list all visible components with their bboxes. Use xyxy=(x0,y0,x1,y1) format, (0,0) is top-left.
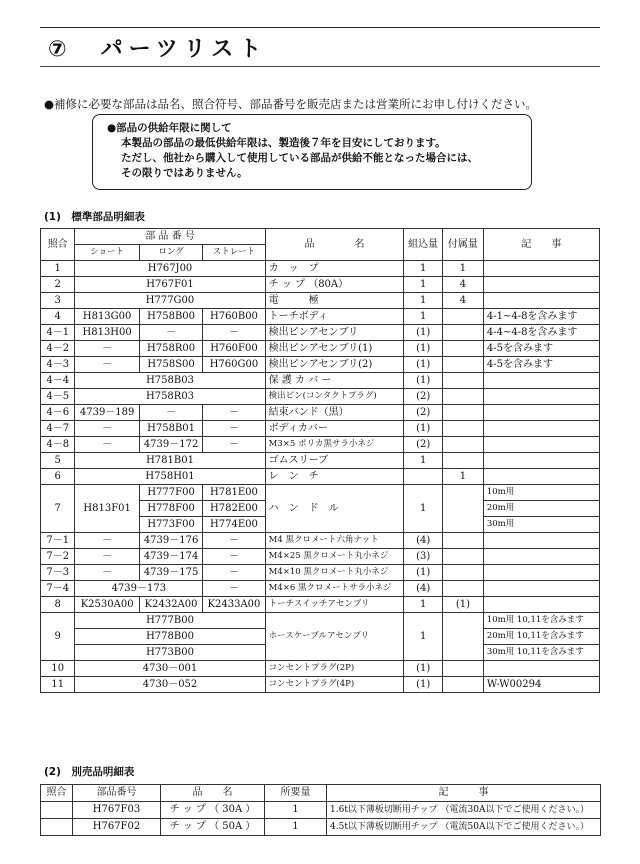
qty-assembled xyxy=(404,469,443,485)
part-number: 4730－001 xyxy=(75,661,265,677)
part-straight: H782E00 xyxy=(203,501,265,517)
part-short: － xyxy=(75,565,139,581)
part-straight: H781E00 xyxy=(203,485,265,501)
supply-period-box xyxy=(92,114,532,190)
top-rule xyxy=(40,27,600,28)
table-row xyxy=(41,613,600,629)
part-name: ホースケーブルアセンブリ xyxy=(265,613,404,661)
table-row xyxy=(41,533,600,549)
qty-assembled: (4) xyxy=(404,581,443,597)
part-name: コンセントプラグ(4P) xyxy=(265,677,404,693)
table-row xyxy=(41,373,600,389)
table-row xyxy=(41,325,600,341)
qty-assembled: (2) xyxy=(404,437,443,453)
qty-accessory xyxy=(443,421,484,437)
ref-number: 4－4 xyxy=(41,373,75,389)
part-note xyxy=(483,533,599,549)
ref-number: 6 xyxy=(41,469,75,485)
part-name: 検出ピンアセンブリ(1) xyxy=(265,341,404,357)
qty-assembled: 1 xyxy=(404,453,443,469)
ref-number: 9 xyxy=(41,613,75,661)
ref-number: 4－3 xyxy=(41,357,75,373)
part-note xyxy=(483,437,599,453)
qty-assembled: 1 xyxy=(404,613,443,661)
part-long: 4739－176 xyxy=(139,533,202,549)
section-optional-parts: (2) 別売品明細表 xyxy=(44,766,135,778)
part-short: － xyxy=(75,533,139,549)
qty-accessory xyxy=(443,373,484,389)
part-name: チ ッ プ （ 30A ） xyxy=(161,802,265,819)
ref-number: 7 xyxy=(41,485,75,533)
part-note xyxy=(483,661,599,677)
header-part-number: 部 品 番 号 xyxy=(75,229,265,245)
part-note xyxy=(483,453,599,469)
ref-number: 4－6 xyxy=(41,405,75,421)
qty-required: 1 xyxy=(265,802,327,819)
part-name: ボディカバー xyxy=(265,421,404,437)
table-row xyxy=(41,341,600,357)
qty-accessory xyxy=(443,357,484,373)
qty-assembled: 1 xyxy=(404,485,443,533)
part-short: － xyxy=(75,549,139,565)
part-straight: － xyxy=(203,549,265,565)
part-name: コンセントプラグ(2P) xyxy=(265,661,404,677)
ref-number: 4 xyxy=(41,309,75,325)
qty-assembled: 1 xyxy=(404,261,443,277)
table-row xyxy=(41,485,600,501)
part-straight: H760B00 xyxy=(203,309,265,325)
header-long: ロング xyxy=(139,245,202,261)
part-straight: H774E00 xyxy=(203,517,265,533)
part-note: 30m用 xyxy=(483,517,599,533)
qty-assembled: (1) xyxy=(404,677,443,693)
table-row xyxy=(41,802,601,819)
part-note xyxy=(483,277,599,293)
header-kumikomi: 組込量 xyxy=(404,229,443,261)
part-number: H758R03 xyxy=(75,389,265,405)
part-short-long: 4739－173 xyxy=(75,581,203,597)
part-straight: － xyxy=(203,421,265,437)
part-note xyxy=(483,261,599,277)
part-number: H777B00 xyxy=(75,613,265,629)
table-row xyxy=(41,565,600,581)
part-long: H758S00 xyxy=(139,357,202,373)
ref-number xyxy=(41,819,73,836)
table-row xyxy=(41,661,600,677)
qty-assembled: (2) xyxy=(404,389,443,405)
part-name: M4×10 黒クロメート丸小ネジ xyxy=(265,565,404,581)
qty-accessory xyxy=(443,549,484,565)
title-rule xyxy=(40,66,600,67)
qty-accessory xyxy=(443,309,484,325)
part-name: 結束バンド（黒） xyxy=(265,405,404,421)
qty-assembled: 1 xyxy=(404,597,443,613)
section-standard-parts: (1) 標準部品明細表 xyxy=(44,211,145,223)
part-number: H758H01 xyxy=(75,469,265,485)
table-row xyxy=(41,549,600,565)
qty-assembled: (1) xyxy=(404,661,443,677)
ref-number: 4－8 xyxy=(41,437,75,453)
table-row xyxy=(41,819,601,836)
part-straight: － xyxy=(203,325,265,341)
ref-number: 1 xyxy=(41,261,75,277)
t2-header-qty: 所要量 xyxy=(265,785,327,802)
table-row xyxy=(41,437,600,453)
table-row xyxy=(41,357,600,373)
part-straight: H760F00 xyxy=(203,341,265,357)
part-name: レ ン チ xyxy=(265,469,404,485)
part-note: 4-4~4-8を含みます xyxy=(483,325,599,341)
part-note xyxy=(483,581,599,597)
part-long: H777F00 xyxy=(139,485,202,501)
part-note: 30m用 10,11を含みます xyxy=(483,645,599,661)
part-note xyxy=(483,389,599,405)
qty-accessory xyxy=(443,485,484,533)
part-name: チ ッ プ （ 50A ） xyxy=(161,819,265,836)
table-row xyxy=(41,421,600,437)
ref-number: 8 xyxy=(41,597,75,613)
qty-assembled: (1) xyxy=(404,341,443,357)
part-note: 4-5を含みます xyxy=(483,357,599,373)
ref-number: 7－1 xyxy=(41,533,75,549)
part-short: H813F01 xyxy=(75,485,139,533)
part-name: M3×5 ポリカ黒サラ小ネジ xyxy=(265,437,404,453)
part-name: ゴムスリーブ xyxy=(265,453,404,469)
part-long: － xyxy=(139,405,202,421)
table-row xyxy=(41,261,600,277)
ref-number: 5 xyxy=(41,453,75,469)
part-name: ハ ン ド ル xyxy=(265,485,404,533)
part-number: H778B00 xyxy=(75,629,265,645)
part-short: K2530A00 xyxy=(75,597,139,613)
part-note xyxy=(483,373,599,389)
table-row xyxy=(41,597,600,613)
qty-assembled: 1 xyxy=(404,293,443,309)
table-row xyxy=(41,677,600,693)
qty-assembled: 1 xyxy=(404,309,443,325)
qty-assembled: (1) xyxy=(404,565,443,581)
table-row xyxy=(41,581,600,597)
part-straight: － xyxy=(203,533,265,549)
qty-accessory xyxy=(443,613,484,661)
qty-accessory xyxy=(443,405,484,421)
qty-accessory xyxy=(443,677,484,693)
ref-number: 4－7 xyxy=(41,421,75,437)
ref-number: 2 xyxy=(41,277,75,293)
part-name: チ ッ プ （80A） xyxy=(265,277,404,293)
header-note: 記 事 xyxy=(483,229,599,261)
qty-accessory xyxy=(443,453,484,469)
ref-number: 4－1 xyxy=(41,325,75,341)
header-shogo: 照合 xyxy=(41,229,75,261)
qty-assembled: (1) xyxy=(404,373,443,389)
qty-accessory xyxy=(443,341,484,357)
part-short: － xyxy=(75,421,139,437)
part-long: 4739－172 xyxy=(139,437,202,453)
part-long: K2432A00 xyxy=(139,597,202,613)
t2-header-part: 部品番号 xyxy=(73,785,161,802)
part-straight: － xyxy=(203,565,265,581)
part-number: 4730－052 xyxy=(75,677,265,693)
qty-accessory xyxy=(443,661,484,677)
header-name: 品 名 xyxy=(265,229,404,261)
part-name: トーチボディ xyxy=(265,309,404,325)
part-straight: H760G00 xyxy=(203,357,265,373)
part-number: H767F02 xyxy=(73,819,161,836)
supply-line-1: 本製品の部品の最低供給年限は、製造後７年を目安にしております。 xyxy=(121,137,446,149)
ref-number: 10 xyxy=(41,661,75,677)
ref-number: 11 xyxy=(41,677,75,693)
part-short: H813H00 xyxy=(75,325,139,341)
part-note xyxy=(483,405,599,421)
ref-number: 7－3 xyxy=(41,565,75,581)
part-number: H767J00 xyxy=(75,261,265,277)
part-name: 検出ピンアセンブリ(2) xyxy=(265,357,404,373)
part-number: H781B01 xyxy=(75,453,265,469)
table-row xyxy=(41,453,600,469)
part-short: － xyxy=(75,341,139,357)
part-note xyxy=(483,565,599,581)
optional-parts-table xyxy=(40,784,601,836)
part-name: M4×25 黒クロメート丸小ネジ xyxy=(265,549,404,565)
part-number: H777G00 xyxy=(75,293,265,309)
qty-assembled: (4) xyxy=(404,533,443,549)
part-note: 10m用 xyxy=(483,485,599,501)
qty-accessory: 4 xyxy=(443,293,484,309)
part-long: H773F00 xyxy=(139,517,202,533)
part-straight: － xyxy=(203,437,265,453)
table-row xyxy=(41,277,600,293)
qty-accessory xyxy=(443,325,484,341)
table-row xyxy=(41,293,600,309)
t2-header-note: 記 事 xyxy=(327,785,601,802)
ref-number: 7－2 xyxy=(41,549,75,565)
header-straight: ストレート xyxy=(203,245,265,261)
qty-assembled: (1) xyxy=(404,421,443,437)
ref-number: 4－5 xyxy=(41,389,75,405)
part-short: － xyxy=(75,357,139,373)
qty-assembled: (1) xyxy=(404,325,443,341)
part-note: W-W00294 xyxy=(483,677,599,693)
part-number: H773B00 xyxy=(75,645,265,661)
table-row xyxy=(41,469,600,485)
part-name: トーチスイッチアセンブリ xyxy=(265,597,404,613)
part-note: 4.5t以下薄板切断用チップ （電流50A以下でご使用ください。） xyxy=(327,819,601,836)
supply-heading: ●部品の供給年限に関して xyxy=(107,122,232,134)
part-note xyxy=(483,293,599,309)
part-name: 電 極 xyxy=(265,293,404,309)
t2-header-name: 品 名 xyxy=(161,785,265,802)
part-long: H778F00 xyxy=(139,501,202,517)
part-name: 検出ピン(コンタクトプラグ) xyxy=(265,389,404,405)
qty-accessory: 1 xyxy=(443,469,484,485)
ref-number: 7－4 xyxy=(41,581,75,597)
table-row xyxy=(41,405,600,421)
part-long: － xyxy=(139,325,202,341)
page-title: ⑦ パーツリスト xyxy=(48,37,268,62)
part-note xyxy=(483,597,599,613)
part-short: 4739－189 xyxy=(75,405,139,421)
part-long: H758B00 xyxy=(139,309,202,325)
part-long: 4739－174 xyxy=(139,549,202,565)
part-number: H767F01 xyxy=(75,277,265,293)
supply-line-3: その限りではありません。 xyxy=(121,167,248,179)
part-note xyxy=(483,421,599,437)
table-row xyxy=(41,309,600,325)
qty-accessory xyxy=(443,437,484,453)
ref-number: 4－2 xyxy=(41,341,75,357)
qty-accessory xyxy=(443,581,484,597)
part-straight: － xyxy=(203,581,265,597)
header-short: ショート xyxy=(75,245,139,261)
table-row xyxy=(41,389,600,405)
part-note: 4-1~4-8を含みます xyxy=(483,309,599,325)
part-number: H758B03 xyxy=(75,373,265,389)
qty-accessory: (1) xyxy=(443,597,484,613)
part-name: 保 護 カ バ ー xyxy=(265,373,404,389)
qty-required: 1 xyxy=(265,819,327,836)
part-note: 4-5を含みます xyxy=(483,341,599,357)
part-note: 1.6t以下薄板切断用チップ （電流30A以下でご使用ください。） xyxy=(327,802,601,819)
qty-accessory xyxy=(443,533,484,549)
qty-assembled: (1) xyxy=(404,357,443,373)
part-note: 20m用 10,11を含みます xyxy=(483,629,599,645)
part-long: H758R00 xyxy=(139,341,202,357)
part-name: カ ッ プ xyxy=(265,261,404,277)
part-straight: － xyxy=(203,405,265,421)
part-long: H758B01 xyxy=(139,421,202,437)
part-short: － xyxy=(75,437,139,453)
part-number: H767F03 xyxy=(73,802,161,819)
qty-assembled: (2) xyxy=(404,405,443,421)
qty-accessory: 4 xyxy=(443,277,484,293)
part-name: 検出ピンアセンブリ xyxy=(265,325,404,341)
part-name: M4×6 黒クロメートサラ小ネジ xyxy=(265,581,404,597)
header-fuzoku: 付属量 xyxy=(443,229,484,261)
part-name: M4 黒クロメート六角ナット xyxy=(265,533,404,549)
qty-accessory xyxy=(443,389,484,405)
part-note xyxy=(483,549,599,565)
repair-notice: ●補修に必要な部品は品名、照合符号、部品番号を販売店または営業所にお申し付けください。 xyxy=(44,97,538,111)
qty-assembled: (3) xyxy=(404,549,443,565)
part-note: 20m用 xyxy=(483,501,599,517)
part-note xyxy=(483,469,599,485)
supply-line-2: ただし、他社から購入して使用している部品が供給不能となった場合には、 xyxy=(121,152,478,164)
part-long: 4739－175 xyxy=(139,565,202,581)
part-straight: K2433A00 xyxy=(203,597,265,613)
qty-assembled: 1 xyxy=(404,277,443,293)
t2-header-shogo: 照合 xyxy=(41,785,73,802)
ref-number xyxy=(41,802,73,819)
standard-parts-table xyxy=(40,228,600,693)
part-note: 10m用 10,11を含みます xyxy=(483,613,599,629)
qty-accessory: 1 xyxy=(443,261,484,277)
qty-accessory xyxy=(443,565,484,581)
part-short: H813G00 xyxy=(75,309,139,325)
ref-number: 3 xyxy=(41,293,75,309)
